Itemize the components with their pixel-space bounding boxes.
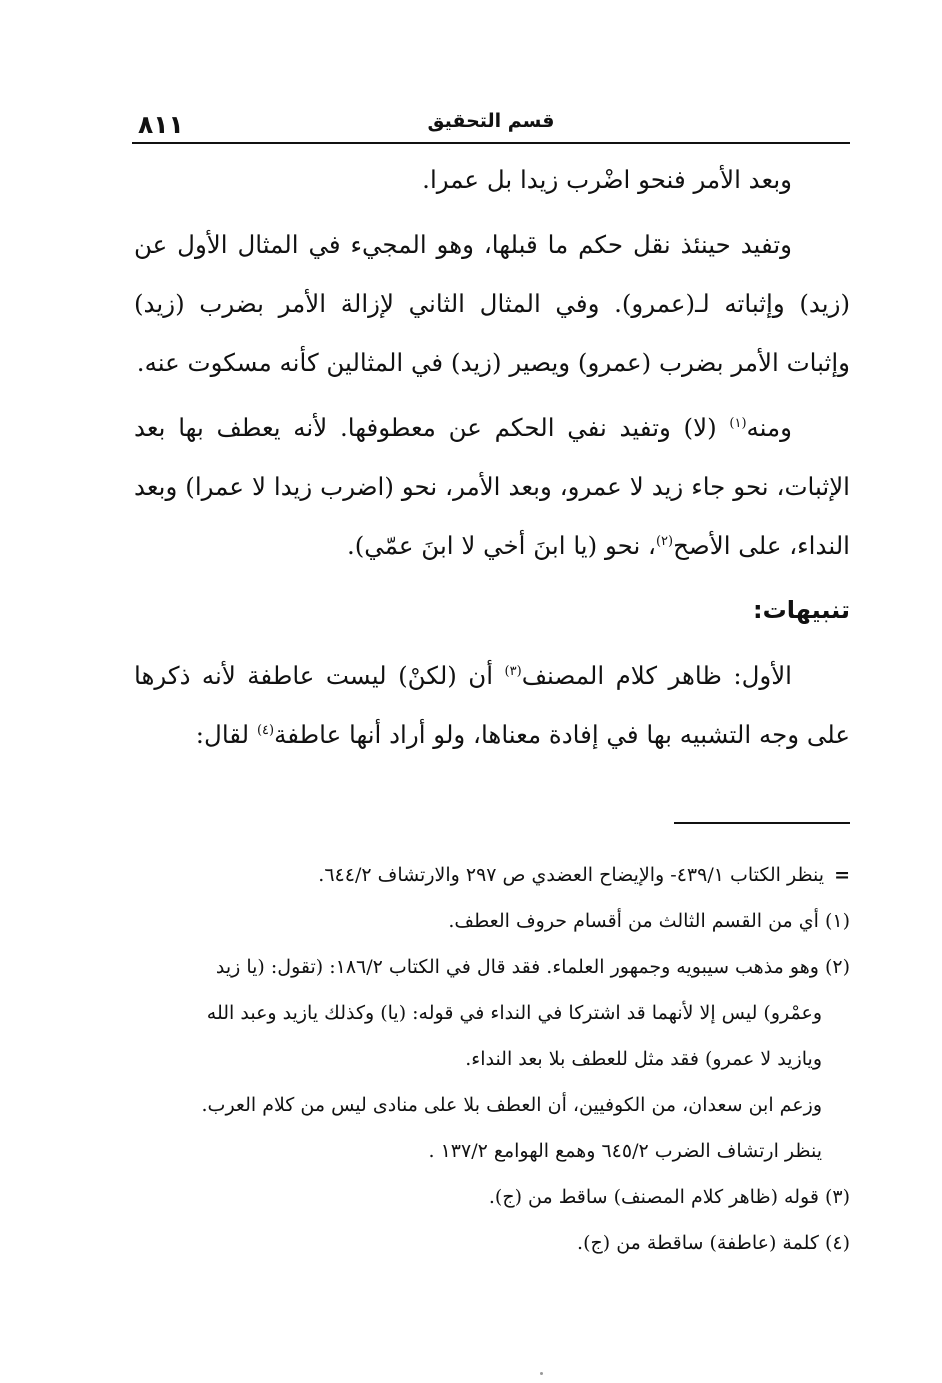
paragraph-4-text-c: لقال: <box>195 720 257 749</box>
paragraph-1: وبعد الأمر فنحو اضْرب زيدا بل عمرا. <box>422 165 792 194</box>
paragraph-3-text-a: ومنه <box>746 413 792 442</box>
paragraph-3-text-c: ، نحو (يا ابنَ أخي لا ابنَ عمّي). <box>346 531 656 560</box>
footnote-4: (٤) كلمة (عاطفة) ساقطة من (ج). <box>577 1232 850 1254</box>
footnote-continuation <box>134 852 850 898</box>
running-title: قسم التحقيق <box>427 110 555 132</box>
main-text <box>134 150 850 770</box>
footnote-separator <box>674 822 850 824</box>
footnote-ref-3[interactable]: (٣) <box>504 663 522 679</box>
footnote-2-line-1: (٢) وهو مذهب سيبويه وجمهور العلماء. فقد قال في الكتاب ١٨٦/٢: (تقول: (يا زيد <box>215 956 850 978</box>
paragraph-2: وتفيد حينئذ نقل حكم ما قبلها، وهو المجيء في المثال الأول عن (زيد) وإثباته لـ(عمرو). وفي المثال الثاني لإزالة الأمر بضرب (زيد) وإثبات الأمر بضرب (عمرو) ويصير (زيد) في المثالين كأنه مسكوت عنه. <box>134 230 850 377</box>
footnote-2-line-3: ويازيد لا عمرو) فقد مثل للعطف بلا بعد النداء. <box>465 1048 822 1070</box>
footnote-ref-4[interactable]: (٤) <box>256 722 275 738</box>
paragraph-4-text-a: الأول: ظاهر كلام المصنف <box>521 661 792 690</box>
footnote-ref-2[interactable]: (٢) <box>655 533 674 549</box>
footnote-ref-1[interactable]: (١) <box>729 415 747 431</box>
footnotes <box>134 852 850 1266</box>
paragraph-3 <box>134 398 850 575</box>
section-heading: تنبيهات: <box>753 596 850 624</box>
page-header <box>132 108 850 144</box>
continuation-text: ينظر الكتاب ٤٣٩/١- والإيضاح العضدي ص ٢٩٧ والارتشاف ٦٤٤/٢. <box>318 864 825 886</box>
footnote-1: (١) أي من القسم الثالث من أقسام حروف العطف. <box>448 910 850 932</box>
page-number: ٨١١ <box>138 110 184 139</box>
paragraph-4-text-b: أن (لكنْ) ليست عاطفة لأنه ذكرها على وجه التشبيه بها في إفادة معناها، ولو أراد أنها عاطفة <box>134 661 850 749</box>
scan-speck <box>540 1372 543 1375</box>
paragraph-4 <box>134 646 850 764</box>
continuation-marker: = <box>834 864 850 886</box>
footnote-2-line-2: وعمْرو) ليس إلا لأنهما قد اشتركا في النداء في قوله: (يا) وكذلك يازيد وعبد الله <box>206 1002 822 1024</box>
footnote-2-line-5: ينظر ارتشاف الضرب ٦٤٥/٢ وهمع الهوامع ١٣٧/٢ . <box>428 1140 822 1162</box>
paragraph-3-text-b: (لا) وتفيد نفي الحكم عن معطوفها. لأنه يعطف بها بعد الإثبات، نحو جاء زيد لا عمرو، وبعد الأمر، نحو (اضرب زيدا لا عمرا) وبعد النداء، على الأصح <box>134 413 850 560</box>
footnote-3: (٣) قوله (ظاهر كلام المصنف) ساقط من (ج). <box>488 1186 850 1208</box>
footnote-2-line-4: وزعم ابن سعدان، من الكوفيين، أن العطف بلا على منادى ليس من كلام العرب. <box>201 1094 822 1116</box>
